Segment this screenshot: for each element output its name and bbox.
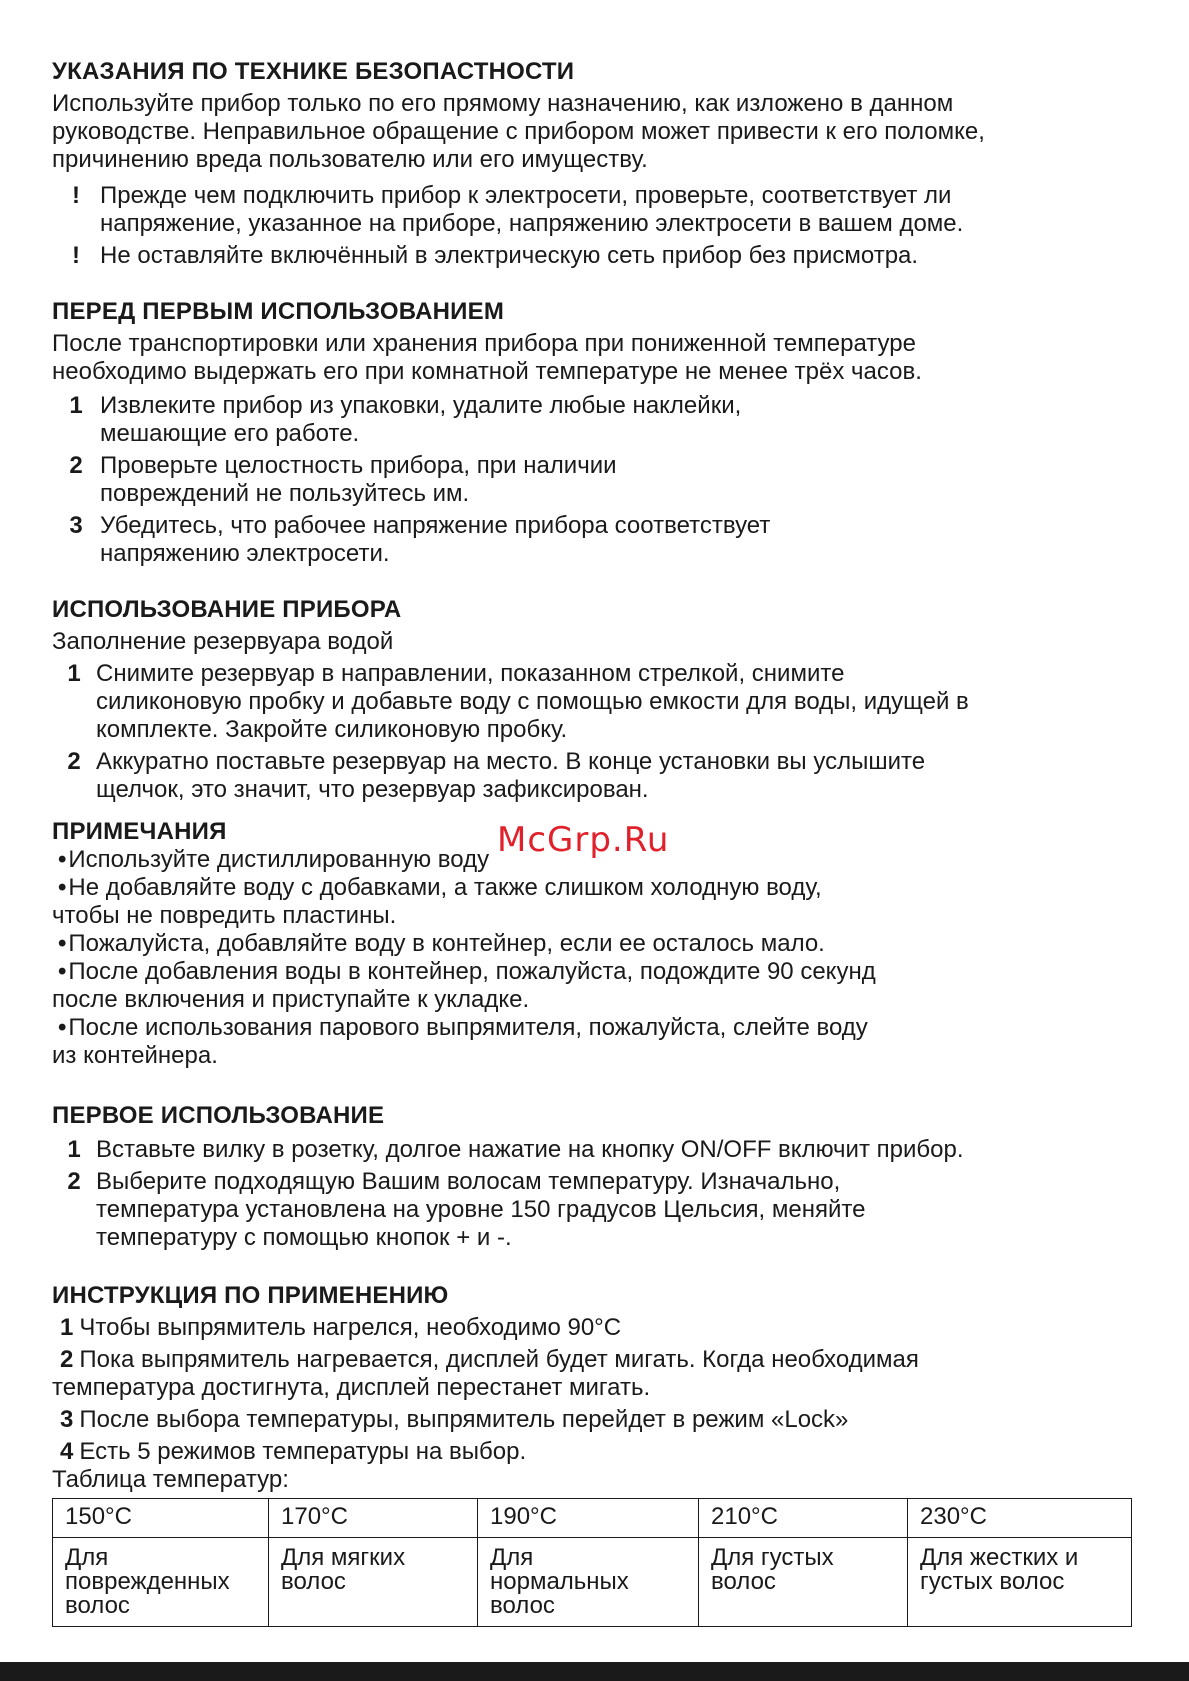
- usage-title: ИСПОЛЬЗОВАНИЕ ПРИБОРА: [52, 596, 402, 623]
- instruction-item: [52, 1438, 1132, 1466]
- step-text: Извлеките прибор из упаковки, удалите любые наклейки,: [100, 392, 742, 419]
- numbered-step: [52, 660, 1132, 744]
- notes-title: ПРИМЕЧАНИЯ: [52, 818, 227, 845]
- description-text: густых волос: [920, 1568, 1065, 1595]
- step-number: 2: [67, 748, 81, 775]
- description-text: нормальных: [490, 1568, 629, 1595]
- numbered-step: [52, 1168, 1132, 1252]
- temperature-cell: 230°C: [908, 1499, 1132, 1538]
- description-cell: [269, 1538, 478, 1627]
- step-text: силиконовую пробку и добавьте воду с помощью емкости для воды, идущей в: [96, 688, 969, 715]
- exclamation-icon: !: [72, 242, 80, 269]
- step-text: Выберите подходящую Вашим волосам температуру. Изначально,: [96, 1168, 841, 1195]
- step-number: 1: [67, 1136, 81, 1163]
- step-text: Аккуратно поставьте резервуар на место. В конце установки вы услышите: [96, 748, 926, 775]
- note-text: из контейнера.: [52, 1042, 218, 1069]
- page-bottom-bar: [0, 1662, 1189, 1681]
- description-text: волос: [65, 1592, 130, 1619]
- description-text: Для мягких: [281, 1544, 406, 1571]
- safety-intro-line: Используйте прибор только по его прямому назначению, как изложено в данном: [52, 90, 954, 117]
- bullet-icon: •: [58, 874, 67, 901]
- step-text: мешающие его работе.: [100, 420, 360, 447]
- step-number: 2: [67, 1168, 81, 1195]
- note-text: После добавления воды в контейнер, пожалуйста, подождите 90 секунд: [68, 958, 876, 985]
- description-text: Для: [65, 1544, 109, 1571]
- temperature-cell: 190°C: [478, 1499, 699, 1538]
- description-text: Для густых: [711, 1544, 834, 1571]
- note-text: после включения и приступайте к укладке.: [52, 986, 530, 1013]
- description-cell: [478, 1538, 699, 1627]
- temperature-cell: 150°C: [53, 1499, 269, 1538]
- safety-intro-line: руководстве. Неправильное обращение с прибором может привести к его поломке,: [52, 118, 985, 145]
- description-text: поврежденных: [65, 1568, 230, 1595]
- temperature-cell: 170°C: [269, 1499, 478, 1538]
- note-item: [52, 874, 1132, 930]
- step-text: Есть 5 режимов температуры на выбор.: [79, 1438, 527, 1465]
- bullet-icon: •: [58, 846, 67, 873]
- step-text: температуру с помощью кнопок + и -.: [96, 1224, 512, 1251]
- step-text: Проверьте целостность прибора, при наличии: [100, 452, 617, 479]
- temperature-table: [52, 1498, 1132, 1627]
- step-text: После выбора температуры, выпрямитель перейдет в режим «Lock»: [79, 1406, 849, 1433]
- note-text: Не добавляйте воду с добавками, а также слишком холодную воду,: [68, 874, 822, 901]
- step-number: 3: [69, 512, 83, 539]
- note-text: чтобы не повредить пластины.: [52, 902, 397, 929]
- description-cell: [53, 1538, 269, 1627]
- step-text: Вставьте вилку в розетку, долгое нажатие на кнопку ON/OFF включит прибор.: [96, 1136, 964, 1163]
- bullet-icon: •: [58, 930, 67, 957]
- step-number: 3: [60, 1406, 74, 1433]
- note-text: Используйте дистиллированную воду: [68, 846, 490, 873]
- table-row: [53, 1538, 1132, 1627]
- instructions-title: ИНСТРУКЦИЯ ПО ПРИМЕНЕНИЮ: [52, 1282, 449, 1309]
- description-text: волос: [281, 1568, 346, 1595]
- before-first-use-intro-line: После транспортировки или хранения прибора при пониженной температуре: [52, 330, 916, 357]
- step-text: температура достигнута, дисплей перестанет мигать.: [52, 1374, 651, 1401]
- numbered-step: [52, 748, 1132, 804]
- step-number: 1: [67, 660, 81, 687]
- step-text: комплекте. Закройте силиконовую пробку.: [96, 716, 568, 743]
- safety-warning-item: [52, 242, 1132, 270]
- before-first-use-title: ПЕРЕД ПЕРВЫМ ИСПОЛЬЗОВАНИЕМ: [52, 298, 505, 325]
- step-text: температура установлена на уровне 150 градусов Цельсия, меняйте: [96, 1196, 866, 1223]
- safety-intro-line: причинению вреда пользователю или его имуществу.: [52, 146, 648, 173]
- step-text: щелчок, это значит, что резервуар зафиксирован.: [96, 776, 649, 803]
- safety-warning-text: Прежде чем подключить прибор к электросети, проверьте, соответствует ли: [100, 182, 952, 209]
- safety-warning-text: напряжение, указанное на приборе, напряжению электросети в вашем доме.: [100, 210, 964, 237]
- watermark: McGrp.Ru: [497, 820, 670, 860]
- instruction-item: [52, 1314, 1132, 1342]
- step-text: Снимите резервуар в направлении, показанном стрелкой, снимите: [96, 660, 845, 687]
- numbered-step: [52, 1136, 1132, 1164]
- numbered-step: [52, 392, 1132, 448]
- description-text: волос: [490, 1592, 555, 1619]
- table-row: [53, 1499, 1132, 1538]
- description-cell: [699, 1538, 908, 1627]
- step-text: Убедитесь, что рабочее напряжение прибора соответствует: [100, 512, 771, 539]
- description-cell: [908, 1538, 1132, 1627]
- note-item: [52, 930, 1132, 958]
- usage-subtitle: Заполнение резервуара водой: [52, 628, 394, 655]
- step-text: напряжению электросети.: [100, 540, 390, 567]
- safety-warning-text: Не оставляйте включённый в электрическую сеть прибор без присмотра.: [100, 242, 919, 269]
- bullet-icon: •: [58, 1014, 67, 1041]
- safety-title: УКАЗАНИЯ ПО ТЕХНИКЕ БЕЗОПАСТНОСТИ: [52, 58, 575, 85]
- description-text: Для: [490, 1544, 534, 1571]
- bullet-icon: •: [58, 958, 67, 985]
- instruction-item: [52, 1346, 1132, 1402]
- table-caption: Таблица температур:: [52, 1466, 289, 1493]
- note-text: После использования парового выпрямителя, пожалуйста, слейте воду: [68, 1014, 868, 1041]
- description-text: волос: [711, 1568, 776, 1595]
- step-text: Пока выпрямитель нагревается, дисплей будет мигать. Когда необходимая: [79, 1346, 919, 1373]
- numbered-step: [52, 512, 1132, 568]
- step-number: 2: [60, 1346, 74, 1373]
- temperature-cell: 210°C: [699, 1499, 908, 1538]
- instruction-item: [52, 1406, 1132, 1434]
- exclamation-icon: !: [72, 182, 80, 209]
- numbered-step: [52, 452, 1132, 508]
- step-number: 2: [69, 452, 83, 479]
- description-text: Для жестких и: [920, 1544, 1079, 1571]
- step-number: 1: [60, 1314, 74, 1341]
- first-use-title: ПЕРВОЕ ИСПОЛЬЗОВАНИЕ: [52, 1102, 385, 1129]
- note-item: [52, 1014, 1132, 1070]
- step-number: 4: [60, 1438, 74, 1465]
- step-number: 1: [69, 392, 83, 419]
- note-text: Пожалуйста, добавляйте воду в контейнер, если ее осталось мало.: [68, 930, 825, 957]
- note-item: [52, 958, 1132, 1014]
- step-text: повреждений не пользуйтесь им.: [100, 480, 470, 507]
- safety-warning-item: [52, 182, 1132, 238]
- step-text: Чтобы выпрямитель нагрелся, необходимо 90°C: [79, 1314, 622, 1341]
- before-first-use-intro-line: необходимо выдержать его при комнатной температуре не менее трёх часов.: [52, 358, 922, 385]
